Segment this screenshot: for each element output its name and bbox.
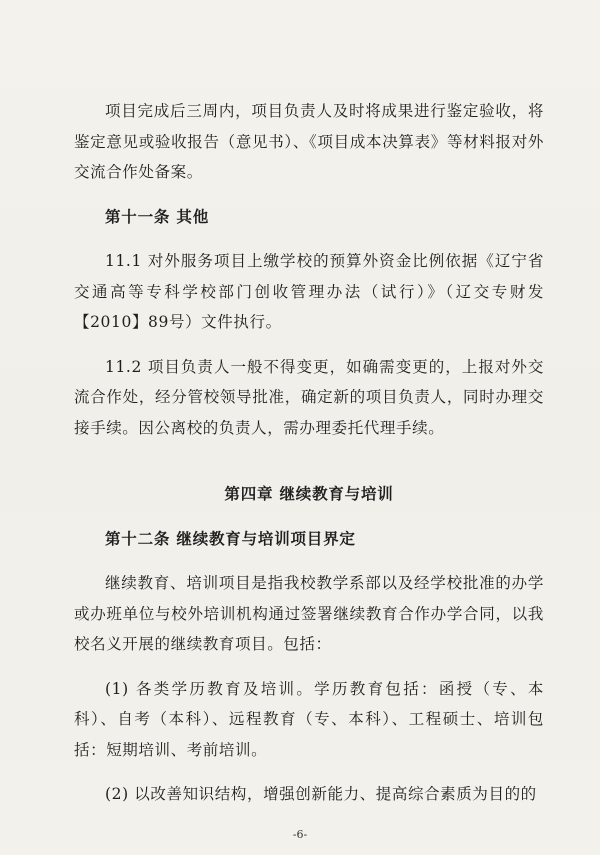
chapter-4-heading: 第四章 继续教育与培训	[224, 485, 394, 503]
document-body	[74, 96, 544, 810]
spacer	[74, 765, 544, 779]
spacer	[74, 188, 544, 202]
spacer	[74, 510, 544, 524]
spacer	[74, 461, 544, 479]
spacer	[74, 232, 544, 246]
paragraph-acceptance: 项目完成后三周内，项目负责人及时将成果进行鉴定验收，将鉴定意见或验收报告（意见书）、《项目成本决算表》等材料报对外交流合作处备案。	[74, 102, 544, 181]
page-number: -6-	[292, 828, 308, 841]
spacer	[74, 443, 544, 461]
paragraph-11-1: 11.1 对外服务项目上缴学校的预算外资金比例依据《辽宁省交通高等专科学校部门创收管理办法（试行）》（辽交专财发【2010】89号）文件执行。	[74, 252, 544, 331]
article-11-heading: 第十一条 其他	[105, 207, 209, 226]
paragraph-12-item-1: (1) 各类学历教育及培训。学历教育包括：函授（专、本科）、自考（本科）、远程教育（专、本科）、工程硕士、培训包括：短期培训、考前培训。	[74, 679, 544, 759]
paragraph-12-intro: 继续教育、培训项目是指我校教学系部以及经学校批准的办学或办班单位与校外培训机构通过签署继续教育合作办学合同，以我校名义开展的继续教育项目。包括：	[74, 574, 544, 653]
spacer	[74, 338, 544, 352]
spacer	[74, 660, 544, 674]
article-12-heading: 第十二条 继续教育与培训项目界定	[105, 529, 356, 548]
paragraph-12-item-2: (2) 以改善知识结构，增强创新能力、提高综合素质为目的的	[105, 785, 537, 803]
spacer	[74, 554, 544, 568]
paragraph-11-2: 11.2 项目负责人一般不得变更，如确需变更的，上报对外交流合作处，经分管校领导批准，确定新的项目负责人，同时办理交接手续。因公离校的负责人，需办理委托代理手续。	[74, 357, 544, 437]
